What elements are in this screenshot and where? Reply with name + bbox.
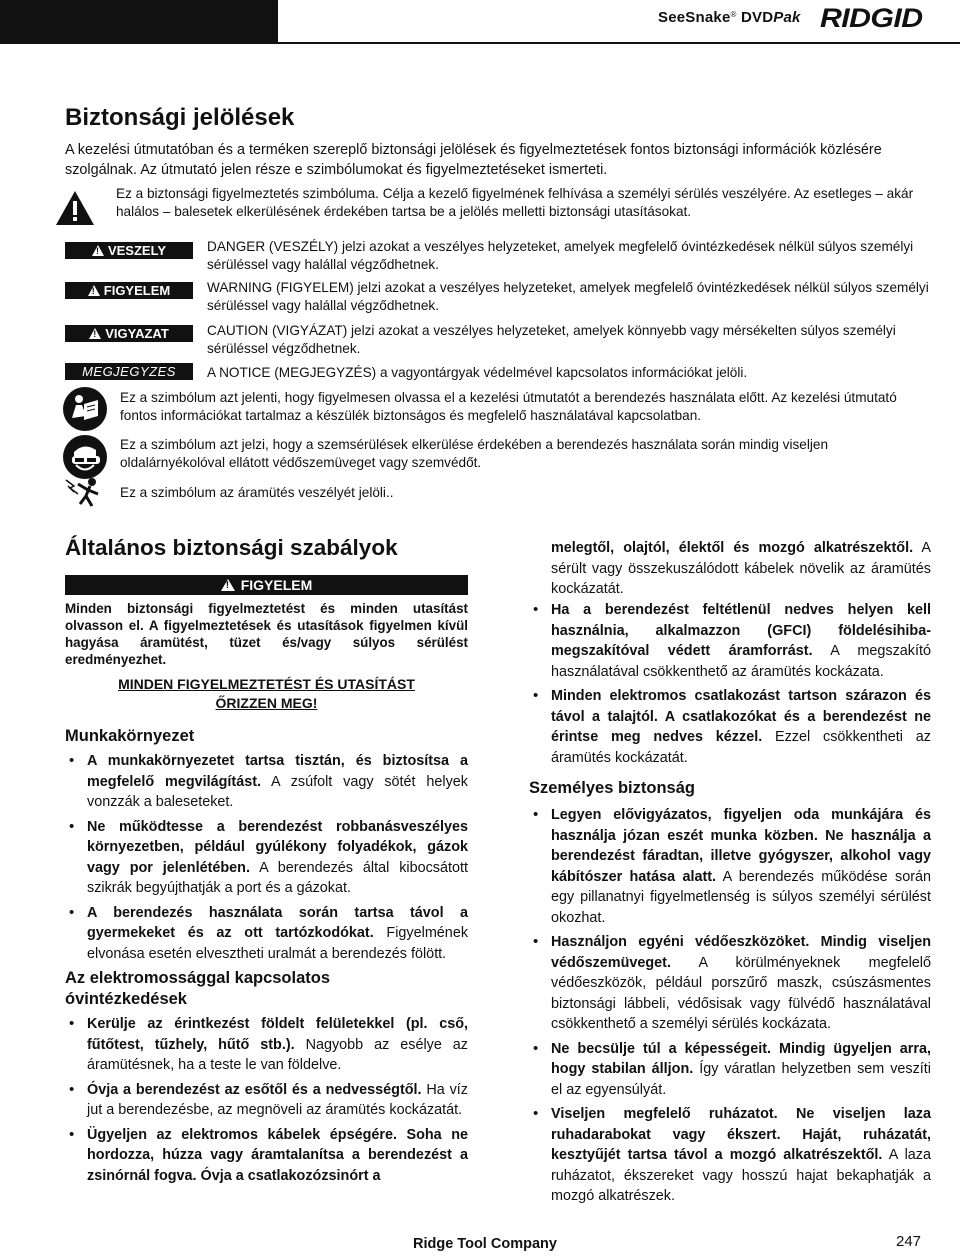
header-black-bar [0,0,278,44]
signal-desc-caution: CAUTION (VIGYÁZAT) jelzi azokat a veszélyes helyzeteket, amelyek könnyebb vagy mérsékelten súlyos személyi sérüléssel végződhetnek. [207,323,896,356]
footer-company: Ridge Tool Company [413,1236,557,1252]
page-header [0,0,960,48]
list-item: • A berendezés használata során tartsa távol a gyermekeket és az ott tartózkodókat. Figyelmének elvonása esetén elvesztheti uralmát a berendezés fölött. [65,903,468,965]
page-number: 247 [896,1233,922,1250]
personal-safety-list [529,805,931,1211]
signal-desc-notice: A NOTICE (MEGJEGYZÉS) a vagyontárgyak védelmével kapcsolatos információkat jelöli. [207,365,748,380]
list-item: • Minden elektromos csatlakozást tartson szárazon és távol a talajtól. A csatlakozókat és a berendezést ne érintse meg nedves kézzel. Ezzel csökkentheti az áramütés kockázatát. [529,686,931,768]
header-rule [278,42,960,44]
list-item: • Viseljen megfelelő ruházatot. Ne viseljen laza ruhadarabokat vagy ékszert. Haját, ruházatát, kesztyűjét tartsa távol a mozgó alkatrészektől. A laza ruházatot, ékszereket vagy hosszú hajat bekaphatják a mozgó alkatrészek. [529,1104,931,1207]
warning-triangle-icon [221,579,235,591]
intro-paragraph: A kezelési útmutatóban és a terméken szereplő biztonsági jelölések és figyelmeztetések fontos biztonsági információk közlésére szolgálnak. Az útmutató jelen része e szimbólumokat és figyelmeztetéseket ismerteti. [65,142,882,178]
warning-triangle-icon [88,285,100,296]
read-manual-icon [62,386,108,432]
product-name: SeeSnake® DVDPak [658,9,801,26]
list-item: • Kerülje az érintkezést földelt felületekkel (pl. cső, fűtőtest, tűzhely, hűtő stb.). Nagyobb az esélye az áramütésnek, ha a teste le van földelve. [65,1014,468,1076]
electric-shock-icon [62,476,108,508]
list-item: • Ne működtesse a berendezést robbanásveszélyes környezetben, például gyúlékony folyadékok, gázok vagy por jelenlétében. A berendezés által kibocsátott szikrák begyújthatják a port és a gázokat. [65,817,468,899]
warning-body: Minden biztonsági figyelmeztetést és minden utasítást olvasson el. A figyelmeztetések és utasítások figyelmen kívül hagyása áramütést, tüzet és/vagy súlyos sérülést eredményezhet. [65,601,468,667]
warning-banner: ! FIGYELEM [65,575,468,595]
list-item: • A munkakörnyezetet tartsa tisztán, és biztosítsa a megfelelő megvilágítást. A zsúfolt vagy sötét helyek vonzzák a baleseteket. [65,751,468,813]
electrical-list [65,1014,468,1190]
work-area-list [65,751,468,968]
alert-symbol-text: Ez a biztonsági figyelmeztetés szimbóluma. Célja a kezelő figyelmének felhívása a személyi sérülés veszélyére. Az esetleges – akár halálos – balesetek elkerülésének érdekében tartsa be a jelölés melletti biztonsági utasításokat. [116,186,914,219]
symbol-text-manual: Ez a szimbólum azt jelenti, hogy figyelmesen olvassa el a kezelési útmutatót a berendezés használata előtt. Az kezelési útmutató fontos információkat tartalmaz a készülék biztonságos és megfelelő használatával kapcsolatban. [120,390,897,423]
keep-instructions: MINDEN FIGYELMEZTETÉST ÉS UTASÍTÁST ŐRIZZEN MEG! [118,676,415,711]
subsection-work-area: Munkakörnyezet [65,727,195,745]
list-item: • Ne becsülje túl a képességeit. Mindig ügyeljen arra, hogy stabilan álljon. Így váratlan helyzetben sem veszíti el az egyensúlyát. [529,1039,931,1101]
list-item: • Ügyeljen az elektromos kábelek épségére. Soha ne hordozza, húzza vagy áramtalanítsa a berendezést a zsinórnál fogva. Óvja a csatlakozózsinórt a [65,1125,468,1187]
safety-alert-icon [55,190,95,226]
signal-word-notice: MEGJEGYZES [65,363,193,380]
list-item: • Használjon egyéni védőeszközöket. Mindig viseljen védőszemüveget. A körülményeknek megfelelő védőeszközök, például porszűrő maszk, csúszásmentes biztonsági lábbeli, védősisak vagy fülvédő használatával csökkenthető a személyi sérülés kockázata. [529,932,931,1035]
subsection-electrical: Az elektromossággal kapcsolatos óvintézkedések [65,969,331,1008]
subsection-personal-safety: Személyes biztonság [529,779,695,797]
symbol-text-glasses: Ez a szimbólum azt jelzi, hogy a szemsérülések elkerülése érdekében a berendezés használata során mindig viseljen oldalárnyékolóval ellátott védőszemüveget vagy szemvédőt. [120,437,829,470]
section-title-general-rules: Általános biztonsági szabályok [65,535,398,560]
signal-desc-warning: WARNING (FIGYELEM) jelzi azokat a veszélyes helyzeteket, amelyek megfelelő óvintézkedések nélkül súlyos személyi sérüléssel vagy halállal végződhetnek. [207,280,929,313]
signal-word-warning: ! FIGYELEM [65,282,193,299]
list-item: • Óvja a berendezést az esőtől és a nedvességtől. Ha víz jut a berendezésbe, az megnöveli az áramütés kockázatát. [65,1080,468,1121]
list-item: • Legyen elővigyázatos, figyeljen oda munkájára és használja józan eszét munka közben. Ne használja a berendezést fáradtan, illetve gyógyszer, alkohol vagy kábítószer hatása alatt. A berendezés működése során egy pillanatnyi figyelmetlenség is súlyos személyi sérülést okozhat. [529,805,931,928]
brand-logo: RIDGID [820,3,923,33]
warning-triangle-icon [89,328,101,339]
safety-glasses-icon [62,434,108,480]
signal-word-danger: ! VESZELY [65,242,193,259]
electrical-list-continued [529,600,931,772]
signal-desc-danger: DANGER (VESZÉLY) jelzi azokat a veszélyes helyzeteket, amelyek megfelelő óvintézkedések nélkül súlyos személyi sérüléssel vagy halállal végződhetnek. [207,239,914,272]
warning-triangle-icon [92,245,104,256]
signal-word-caution: ! VIGYAZAT [65,325,193,342]
section-title-safety-symbols: Biztonsági jelölések [65,104,295,131]
electrical-continued-text: melegtől, olajtól, élektől és mozgó alkatrészektől. A sérült vagy összekuszálódott kábelek növelik az áramütés kockázatát. [551,540,931,597]
list-item: • Ha a berendezést feltétlenül nedves helyen kell használnia, alkalmazzon (GFCI) földelésihiba-megszakítóval védett áramforrást. A megszakító használatával csökkenthető az áramütés kockázata. [529,600,931,682]
symbol-text-shock: Ez a szimbólum az áramütés veszélyét jelöli.. [120,485,394,500]
